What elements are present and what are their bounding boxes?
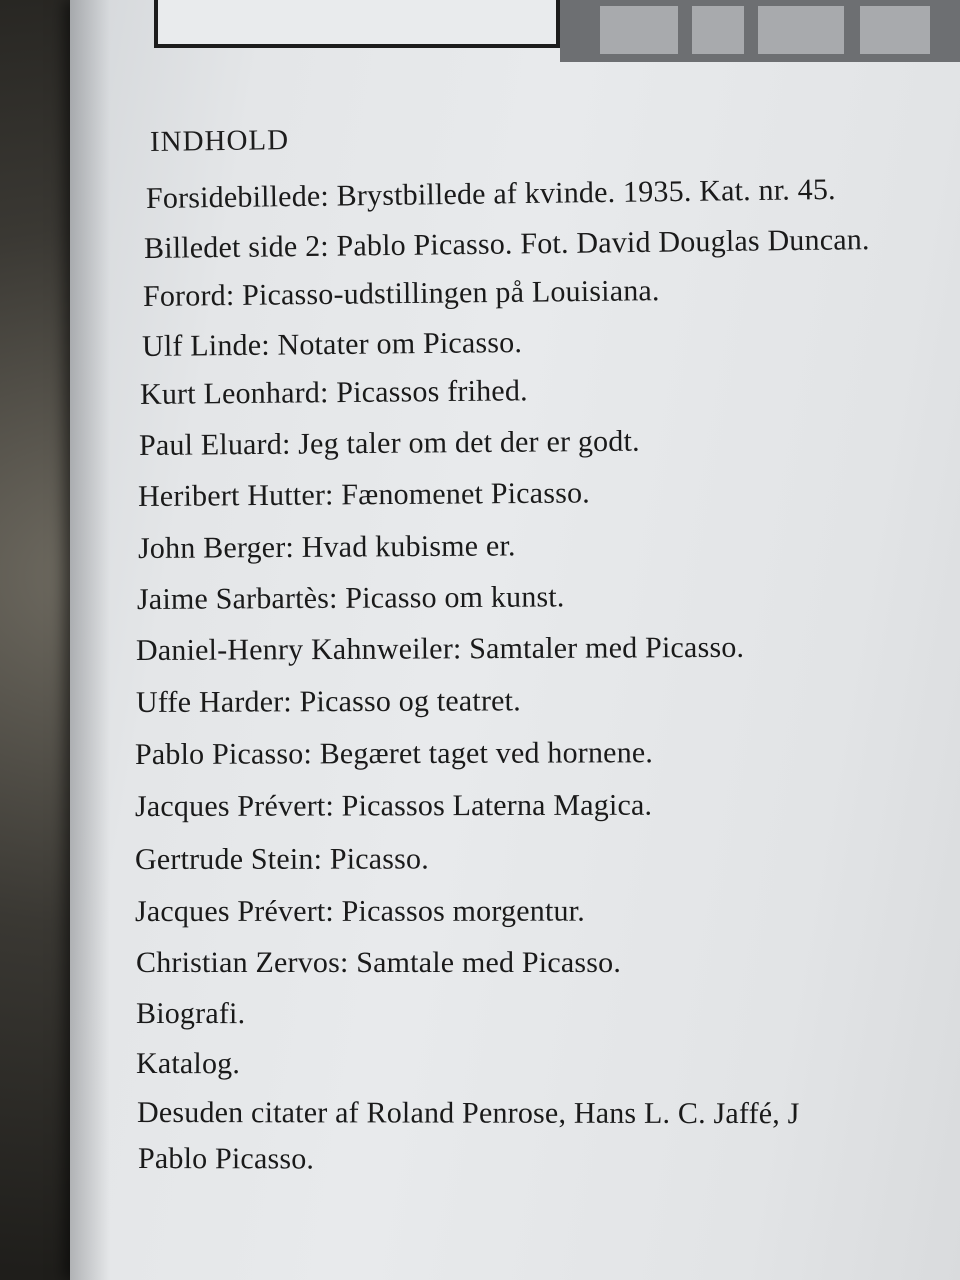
- contents-entry: Forord: Picasso-udstillingen på Louisiana.: [142, 274, 660, 313]
- contents-entry: Pablo Picasso.: [137, 1142, 315, 1176]
- table-of-contents: [70, 0, 960, 1280]
- contents-entry: Heribert Hutter: Fænomenet Picasso.: [137, 476, 591, 513]
- contents-entry: Paul Eluard: Jeg taler om det der er godt.: [138, 424, 640, 462]
- contents-entry: Biografi.: [135, 997, 246, 1031]
- contents-entry: Desuden citater af Roland Penrose, Hans L. C. Jaffé, J: [136, 1096, 800, 1131]
- contents-entry: Katalog.: [135, 1047, 241, 1081]
- contents-entry: John Berger: Hvad kubisme er.: [137, 529, 516, 565]
- contents-entry: Kurt Leonhard: Picassos frihed.: [139, 374, 528, 411]
- contents-entry: Billedet side 2: Pablo Picasso. Fot. David Douglas Duncan.: [143, 223, 870, 265]
- contents-entry: Ulf Linde: Notater om Picasso.: [141, 326, 523, 363]
- contents-entry: Daniel-Henry Kahnweiler: Samtaler med Picasso.: [135, 630, 745, 667]
- contents-heading: INDHOLD: [149, 124, 290, 158]
- contents-entry: Pablo Picasso: Begæret taget ved hornene.: [134, 736, 654, 771]
- contents-entry: Uffe Harder: Picasso og teatret.: [135, 684, 521, 719]
- contents-entry: Jacques Prévert: Picassos Laterna Magica.: [134, 788, 653, 823]
- booklet-page: [70, 0, 960, 1280]
- contents-entry: Jaime Sarbartès: Picasso om kunst.: [136, 580, 565, 616]
- contents-entry: Jacques Prévert: Picassos morgentur.: [134, 894, 585, 928]
- contents-entry: Gertrude Stein: Picasso.: [134, 842, 429, 876]
- contents-entry: Forsidebillede: Brystbillede af kvinde. 1935. Kat. nr. 45.: [145, 172, 836, 215]
- contents-entry: Christian Zervos: Samtale med Picasso.: [136, 946, 622, 979]
